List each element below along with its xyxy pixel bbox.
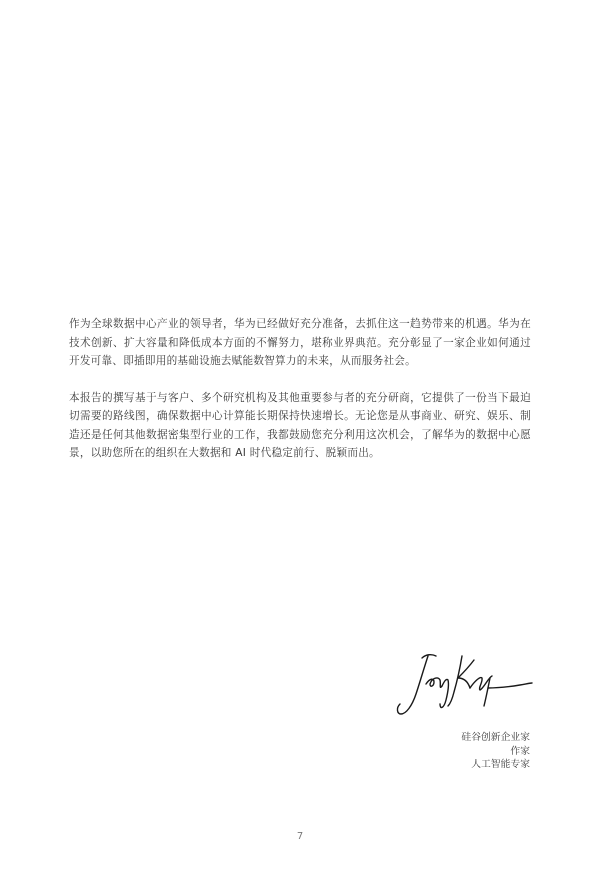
page-number: 7 bbox=[296, 831, 304, 842]
foreword-body bbox=[69, 315, 531, 481]
credit-line-1: 硅谷创新企业家 bbox=[461, 732, 530, 743]
handwritten-signature bbox=[396, 648, 534, 720]
body-paragraph-1: 作为全球数据中心产业的领导者，华为已经做好充分准备，去抓住这一趋势带来的机遇。华为在技术创新、扩大容量和降低成本方面的不懈努力，堪称业界典范。充分彰显了一家企业如何通过开发可靠、即插即用的基础设施去赋能数智算力的未来，从而服务社会。 bbox=[69, 318, 531, 367]
author-credits bbox=[461, 731, 530, 772]
credit-line-3: 人工智能专家 bbox=[471, 759, 530, 770]
credit-line-2: 作家 bbox=[510, 745, 530, 757]
body-paragraph-2: 本报告的撰写基于与客户、多个研究机构及其他重要参与者的充分研商，它提供了一份当下最迫切需要的路线图，确保数据中心计算能长期保持快速增长。无论您是从事商业、研究、娱乐、制造还是任何其他数据密集型行业的工作，我都鼓励您充分利用这次机会，了解华为的数据中心愿景，以助您所在的组织在大数据和 AI 时代稳定前行、脱颖而出。 bbox=[69, 391, 531, 459]
